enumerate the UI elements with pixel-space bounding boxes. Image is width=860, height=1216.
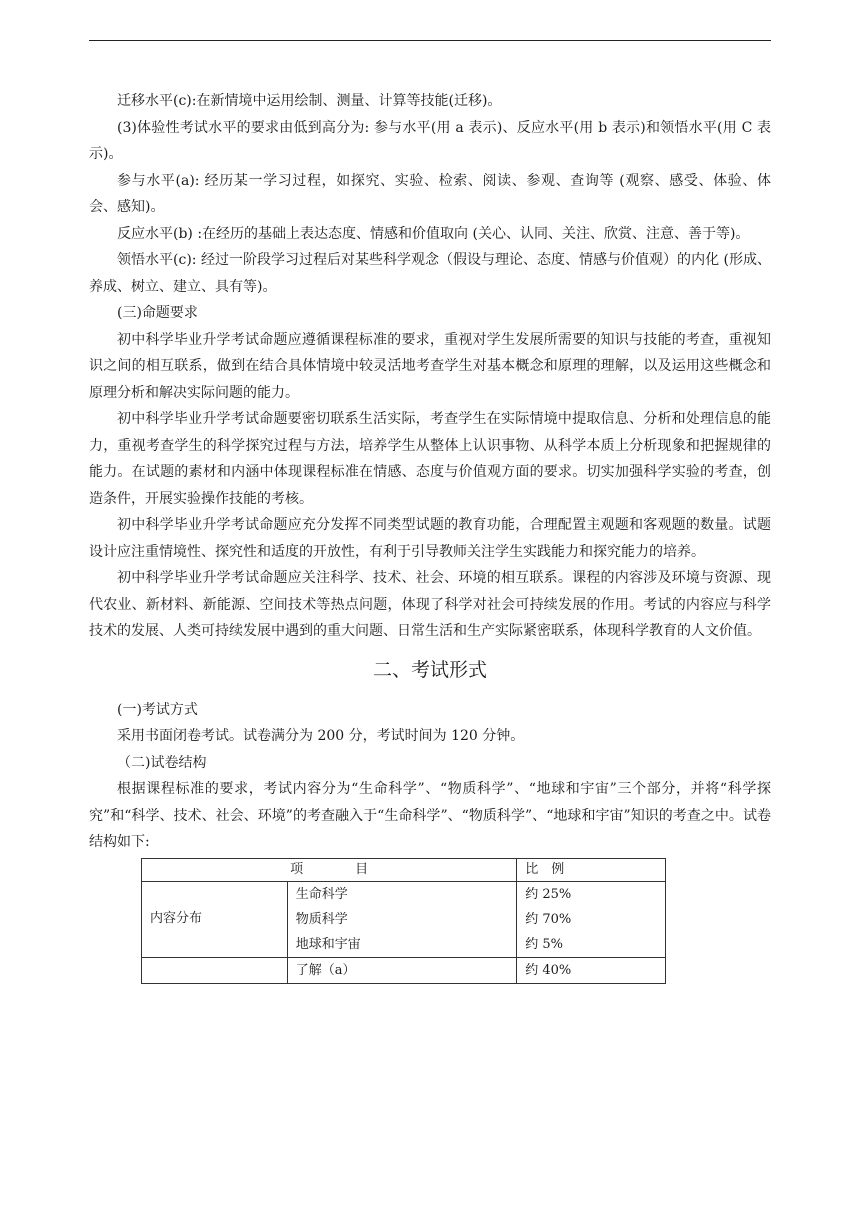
table-item: 地球和宇宙 bbox=[295, 936, 361, 952]
paragraph: 初中科学毕业升学考试命题应充分发挥不同类型试题的教育功能，合理配置主观题和客观题的数量。试题设计应注重情境性、探究性和适度的开放性，有利于引导教师关注学生实践能力和探究能力的培养。 bbox=[89, 517, 771, 560]
table-ratio: 约 40% bbox=[525, 962, 572, 978]
section-title: 二、考试形式 bbox=[372, 658, 487, 681]
paragraph: 参与水平(a): 经历某一学习过程，如探究、实验、检索、阅读、参观、查询等 (观察、感受、体验、体会、感知)。 bbox=[89, 172, 771, 215]
paragraph: 根据课程标准的要求，考试内容分为“生命科学”、“物质科学”、“地球和宇宙”三个部分，并将“科学探究”和“科学、技术、社会、环境”的考查融入于“生命科学”、“物质科学”、“地球和宇宙”知识的考查之中。试卷结构如下: bbox=[89, 781, 771, 850]
table-row bbox=[142, 957, 666, 983]
paragraph: 初中科学毕业升学考试命题要密切联系生活实际，考查学生在实际情境中提取信息、分析和处理信息的能力，重视考查学生的科学探究过程与方法，培养学生从整体上认识事物、从科学本质上分析现象和把握规律的能力。在试题的素材和内涵中体现课程标准在情感、态度与价值观方面的要求。切实加强科学实验的考查，创造条件，开展实验操作技能的考核。 bbox=[89, 411, 771, 507]
table-item: 物质科学 bbox=[295, 911, 348, 927]
paragraph: 初中科学毕业升学考试命题应遵循课程标准的要求，重视对学生发展所需要的知识与技能的考查，重视知识之间的相互联系，做到在结合具体情境中较灵活地考查学生对基本概念和原理的理解，以及运用这些概念和原理分析和解决实际问题的能力。 bbox=[89, 331, 771, 401]
header-rule bbox=[89, 40, 771, 41]
paragraph: (3)体验性考试水平的要求由低到高分为: 参与水平(用 a 表示)、反应水平(用 b 表示)和领悟水平(用 C 表示)。 bbox=[89, 119, 771, 162]
table-header-row bbox=[142, 858, 666, 881]
table-cell-item bbox=[287, 957, 517, 983]
table-ratio: 约 70% bbox=[525, 911, 572, 927]
table-ratio: 约 5% bbox=[525, 936, 564, 952]
paragraph: 采用书面闭卷考试。试卷满分为 200 分，考试时间为 120 分钟。 bbox=[117, 728, 525, 744]
table-item: 了解（a） bbox=[295, 962, 356, 978]
table-cell-ratios bbox=[517, 881, 666, 957]
table-cell-items bbox=[287, 881, 517, 957]
table-ratio: 约 25% bbox=[525, 886, 572, 902]
exam-structure-table bbox=[141, 858, 666, 984]
paragraph: 迁移水平(c):在新情境中运用绘制、测量、计算等技能(迁移)。 bbox=[117, 93, 502, 109]
table-cell-group-label bbox=[142, 957, 288, 983]
subheading: (一)考试方式 bbox=[117, 701, 198, 718]
document-body bbox=[89, 88, 771, 984]
subheading: (三)命题要求 bbox=[117, 305, 198, 321]
table-cell-group-label: 内容分布 bbox=[142, 881, 288, 957]
table-item: 生命科学 bbox=[295, 886, 348, 902]
paragraph: 初中科学毕业升学考试命题应关注科学、技术、社会、环境的相互联系。课程的内容涉及环境与资源、现代农业、新材料、新能源、空间技术等热点问题，体现了科学对社会可持续发展的作用。考试的内容应与科学技术的发展、人类可持续发展中遇到的重大问题、日常生活和生产实际紧密联系，体现科学教育的人文价值。 bbox=[89, 570, 771, 639]
table-header-item: 项 目 bbox=[142, 858, 517, 881]
paragraph: 反应水平(b) :在经历的基础上表达态度、情感和价值取向 (关心、认同、关注、欣赏、注意、善于等)。 bbox=[117, 225, 750, 242]
paragraph: 领悟水平(c): 经过一阶段学习过程后对某些科学观念（假设与理论、态度、情感与价值观）的内化 (形成、养成、树立、建立、具有等)。 bbox=[89, 252, 771, 295]
table-header-ratio: 比 例 bbox=[517, 858, 666, 881]
table-cell-ratio bbox=[517, 957, 666, 983]
subheading: （二)试卷结构 bbox=[117, 754, 207, 771]
table-row bbox=[142, 881, 666, 957]
